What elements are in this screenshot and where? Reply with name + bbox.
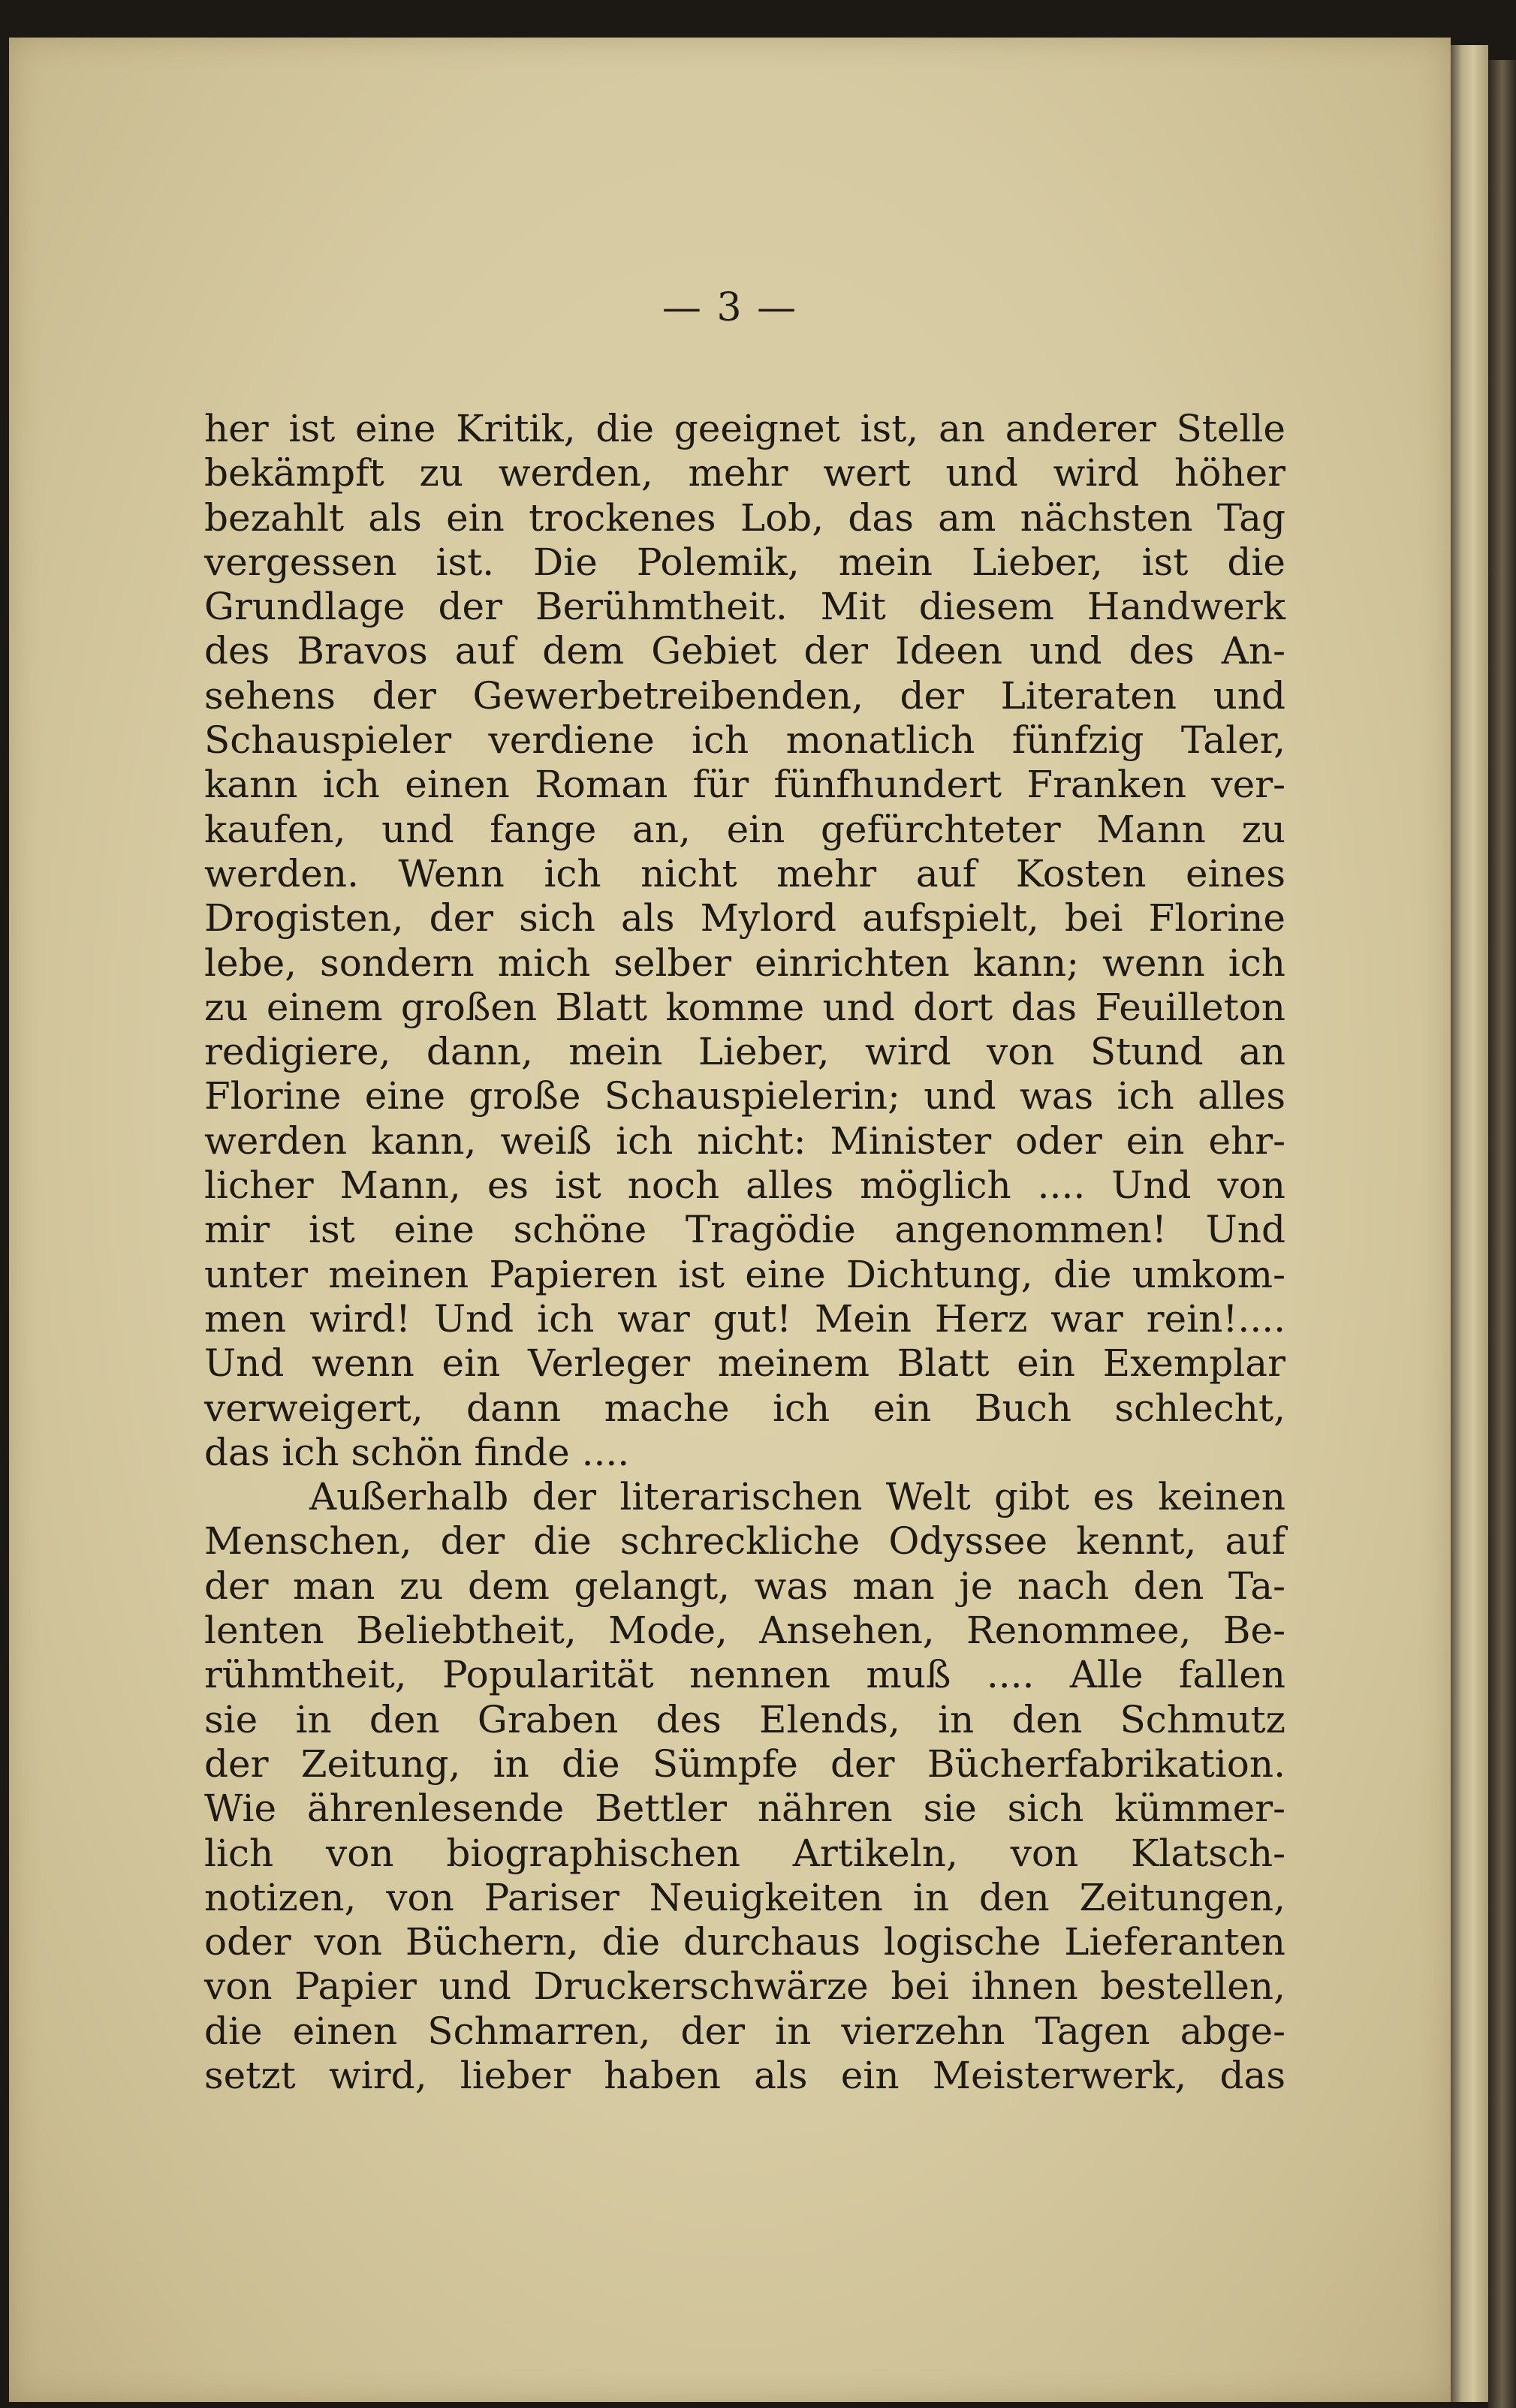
text-line: bekämpft zu werden, mehr wert und wird höher xyxy=(204,451,1285,495)
text-line: oder von Büchern, die durchaus logische Lieferanten xyxy=(204,1920,1285,1964)
text-line: Wie ährenlesende Bettler nähren sie sich kümmer- xyxy=(204,1786,1285,1831)
text-line: bezahlt als ein trockenes Lob, das am nächsten Tag xyxy=(204,495,1285,540)
text-line: werden. Wenn ich nicht mehr auf Kosten eines xyxy=(204,851,1285,895)
paper-sheet xyxy=(9,38,1451,2402)
text-line: redigiere, dann, mein Lieber, wird von Stund an xyxy=(204,1030,1285,1074)
text-line: zu einem großen Blatt komme und dort das Feuilleton xyxy=(204,985,1285,1029)
text-line: unter meinen Papieren ist eine Dichtung, die umkom- xyxy=(204,1252,1285,1296)
text-line: verweigert, dann mache ich ein Buch schlecht, xyxy=(204,1386,1285,1430)
text-line: lenten Beliebtheit, Mode, Ansehen, Renommee, Be- xyxy=(204,1609,1285,1653)
text-line: Schauspieler verdiene ich monatlich fünfzig Taler, xyxy=(204,718,1285,763)
text-line: die einen Schmarren, der in vierzehn Tagen abge- xyxy=(204,2009,1285,2053)
text-line: sehens der Gewerbetreibenden, der Literaten und xyxy=(204,673,1285,718)
text-line: notizen, von Pariser Neuigkeiten in den Zeitungen, xyxy=(204,1875,1285,1919)
text-line: men wird! Und ich war gut! Mein Herz war rein!.... xyxy=(204,1296,1285,1341)
text-line: der man zu dem gelangt, was man je nach den Ta- xyxy=(204,1564,1285,1608)
text-line: mir ist eine schöne Tragödie angenommen! Und xyxy=(204,1208,1285,1252)
text-line: Und wenn ein Verleger meinem Blatt ein Exemplar xyxy=(204,1341,1285,1386)
text-line: setzt wird, lieber haben als ein Meisterwerk, das xyxy=(204,2053,1285,2097)
text-line: kann ich einen Roman für fünfhundert Franken ver- xyxy=(204,763,1285,807)
text-line: lebe, sondern mich selber einrichten kann; wenn ich xyxy=(204,941,1285,985)
text-line: des Bravos auf dem Gebiet der Ideen und des An- xyxy=(204,629,1285,673)
text-line: rühmtheit, Popularität nennen muß .... Alle fallen xyxy=(204,1653,1285,1697)
body-text xyxy=(204,407,1285,2098)
next-page-edge xyxy=(1451,45,1488,2402)
text-line: vergessen ist. Die Polemik, mein Lieber, ist die xyxy=(204,540,1285,584)
text-line: Florine eine große Schauspielerin; und was ich alles xyxy=(204,1074,1285,1118)
text-line: Grundlage der Berühmtheit. Mit diesem Handwerk xyxy=(204,585,1285,629)
text-line: kaufen, und fange an, ein gefürchteter Mann zu xyxy=(204,807,1285,851)
text-line: werden kann, weiß ich nicht: Minister oder ein ehr- xyxy=(204,1118,1285,1163)
paragraph-start-line: Außerhalb der literarischen Welt gibt es keinen xyxy=(309,1475,1285,1519)
text-line: Menschen, der die schreckliche Odyssee kennt, auf xyxy=(204,1519,1285,1564)
text-line: von Papier und Druckerschwärze bei ihnen bestellen, xyxy=(204,1964,1285,2009)
text-line: der Zeitung, in die Sümpfe der Bücherfabrikation. xyxy=(204,1741,1285,1786)
text-line: her ist eine Kritik, die geeignet ist, an anderer Stelle xyxy=(204,407,1285,450)
paragraph-end-line: das ich schön finde .... xyxy=(204,1430,630,1474)
book-spine-edge xyxy=(1488,60,1516,2408)
text-line: lich von biographischen Artikeln, von Klatsch- xyxy=(204,1831,1285,1875)
text-line: sie in den Graben des Elends, in den Schmutz xyxy=(204,1697,1285,1741)
text-line: licher Mann, es ist noch alles möglich .... Und von xyxy=(204,1163,1285,1208)
page-number: — 3 — xyxy=(662,285,798,330)
text-line: Drogisten, der sich als Mylord aufspielt, bei Florine xyxy=(204,896,1285,941)
